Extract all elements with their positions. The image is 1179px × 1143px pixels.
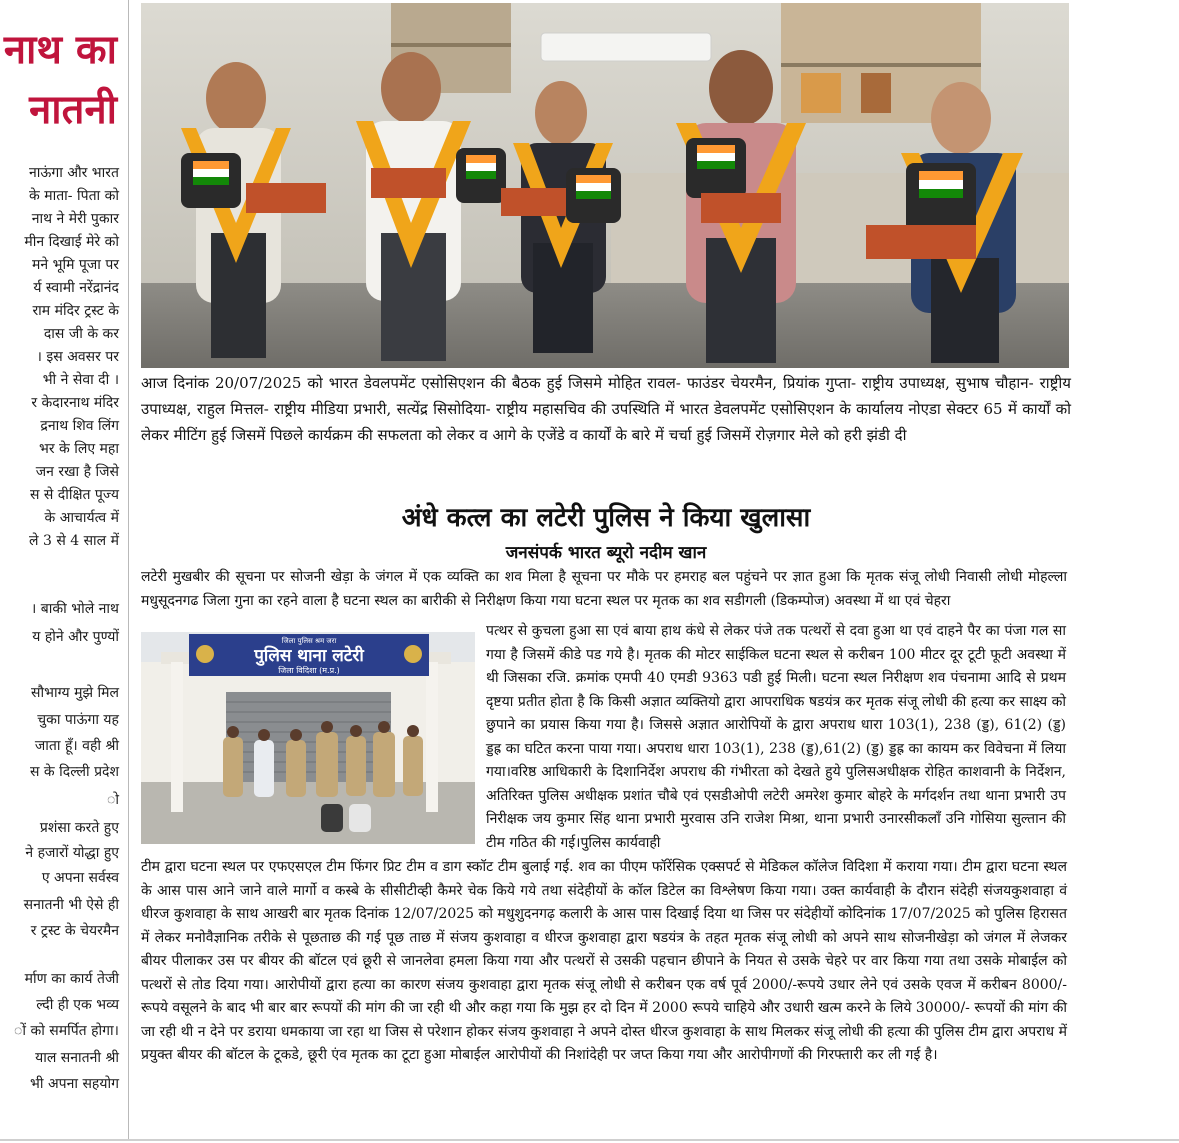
left-column-line: र्य स्वामी नरेंद्रानंद [33,280,119,296]
left-column-line: य होने और पुण्यों [32,629,119,645]
left-column-line: स के दिल्ली प्रदेश [30,764,119,780]
left-column-line: द्रनाथ शिव लिंग [40,418,119,434]
left-column-line: ल्दी ही एक भव्य [36,997,119,1013]
left-column-line: मीन दिखाई मेरे को [24,234,119,250]
left-column-line: । इस अवसर पर [36,349,119,365]
sign-top-text: जिला पुलिस श्रम जरा [281,637,337,645]
page-bottom-rule [0,1139,1179,1141]
left-column-article [0,0,125,1143]
article-paragraph: पत्थर से कुचला हुआ सा एवं बाया हाथ कंधे से लेकर पंजे तक पत्थरों से दवा हुआ था एवं दाहने पैर का पंजा गल सा गया है जिसमें कीडे पड गये है। मृतक की मोटर साईकिल घटना स्थल से करीबन 100 मीटर दूर टूटी फूटी अवस्था में थी जिसका रजि. क्रमांक एमपी 40 एमडी 9363 पडी हुई मिली। घटना स्थल निरीक्षण शव पंचनामा आदि से प्रथम दृष्टया प्रतीत होता है कि किसी अज्ञात व्यक्तियो द्वारा आपराधिक षडयंत्र कर मृतक संजू लोधी की हत्या कर साक्ष्य को छुपाने का प्रयास किया गया है। जिससे अज्ञात आरोपियों के द्वारा अपराध धारा 103(1), 238 (ड्ड), 61(2) (ड्ड) ड्डह्र का घटित करना पाया गया। अपराध धारा 103(1), 238 (ड्ड),61(2) (ड्ड) ड्डह्र का कायम कर विवेचना में लिया गया।वरिष्ठ आधिकारी के दिशानिर्देश अपराध की गंभीरता को देखते हुये पुलिसअधीक्षक रोहित काशवानी के निर्देशन, अतिरिक्त पुलिस अधीक्षक प्रशांत चौबे एवं एसडीओपी लटेरी अमरेश कुमार बोहरे के मर्गदर्शन तथा थाना प्रभारी उप निरीक्षक जय कुमार सिंह थाना प्रभारी मुरवास उनि राजेश मिश्रा, थाना प्रभारी उनारसीकलाँ उनि गोसिया सुल्तान की टीम गठित की गई।पुलिस कार्यवाही [486,623,1066,851]
left-column-line: राम मंदिर ट्रस्ट के [32,303,119,319]
sign-main-text: पुलिस थाना लटेरी [254,646,364,666]
left-column-line: याल सनातनी श्री [35,1050,119,1066]
left-column-line: दास जी के कर [43,326,119,342]
article-headline: अंधे कत्ल का लटेरी पुलिस ने किया खुलासा [401,503,811,533]
column-divider [128,0,129,1140]
left-column-line: ने हजारों योद्धा हुए [25,845,119,861]
left-column-line: जाता हूँ। वही श्री [34,738,119,754]
police-emblem-icon [404,645,422,663]
accused-person [321,804,343,832]
left-column-line: र केदारनाथ मंदिर [31,395,119,411]
left-column-line: भर के लिए महा [39,441,119,457]
left-column-line: ो [107,792,119,808]
left-column-line: जन रखा है जिसे [35,464,119,480]
article-paragraph: टीम द्वारा घटना स्थल पर एफएसएल टीम फिंगर प्रिट टीम व डाग स्कॉट टीम बुलाई गई. शव का पीएम फॉरेंसिक एक्सपर्ट से मेडिकल कॉलेज विदिशा में कराया गया। टीम द्वारा घटना स्थल के आस पास आने जाने वाले मार्गो व कस्बे के सीसीटीव्ही कैमरे चेक किये गये तथा संदेहीयों के कॉल डिटेल का विश्लेषण किया गया। उक्त कार्यवाही के दौरान संदेही संजयकुशवाहा वं धीरज कुशवाहा के साथ आखरी बार मृतक दिनांक 12/07/2025 को मधुशुदनगढ़ कलारी के आस पास दिखाई दिया था जिस पर संदेहीयों कोदिनांक 17/07/2025 को पुलिस हिरासत में लेकर मनोवैज्ञानिक तरीके से पूछताछ की गई पूछ ताछ में संजय कुशवाहा व धीरज कुशवाहा द्वारा षडयंत्र के तहत मृतक संजू लोधी को अपने साथ सोजनीखेड़ा को जंगल में लेजकर बीयर पीलाकर उस पर बीयर की बॉटल एवं छूरी से जानलेवा हमला किया गया और पत्थरों से उसकी पहचान छीपाने के नियत से उसके चेहरे पर वार किया गया तथा उसके मोबाईल को पत्थरों से तोड दिया गया। आरोपीयों द्वारा हत्या का कारण संजय कुशवाहा द्वारा मृतक संजू लोधी से करीबन एक वर्ष पूर्व 2000/-रूपये उधार लेने एवं उसके एवज में करीबन 8000/- रूपये वसूलने के बाद भी बार बार रूपयों की मांग की जा रही थी और कहा गया कि मुझ हर दो दिन में 2000 रूपये चाहिये और उधारी खत्म करने के लिये 30000/- रूपयों की मांग की जा रही थी न देने पर डराया धमकाया जा रहा था जिस से परेशान होकर संजय कुशवाहा ने अपने दोस्त धीरज कुशवाहा के साथ मिलकर संजू लोधी की हत्या की पुलिस टीम द्वारा अपराध में प्रयुक्त बीयर की बॉटल के टूकडे, छूरी एंव मृतक का टूटा हुआ मोबाईल आरोपीयों की निशांदेही पर जप्त किया गया और आरोपीगणों की गिरफ्तारी कर ली गई है। [141,859,1067,1063]
left-heading-line: नाथ का [3,27,117,73]
article-byline: जनसंपर्क भारत ब्यूरो नदीम खान [505,543,707,563]
left-column-line: मने भूमि पूजा पर [32,257,119,273]
left-column-line: ों को समर्पित होगा। [14,1023,119,1039]
sign-sub-text: जिला विदिशा (म.प्र.) [278,666,340,675]
left-column-line: सौभाग्य मुझे मिल [31,685,119,701]
left-column-heading [0,20,117,140]
left-column-line: नाऊंगा और भारत [28,165,119,181]
left-column-line: नाथ ने मेरी पुकार [31,211,119,227]
left-column-line: चुका पाऊंगा यह [37,712,119,728]
left-heading-line: नातनी [29,87,117,133]
left-column-line: । बाकी भोले नाथ [31,601,119,617]
article-paragraph: लटेरी मुखबीर की सूचना पर सोजनी खेड़ा के जंगल में एक व्यक्ति का शव मिला है सूचना पर मौके पर हमराह बल पहुंचने पर ज्ञात हुआ कि मृतक संजू लोधी निवासी लोधी मोहल्ला मधुसूदनगढ जिला गुना का रहने वाला है घटना स्थल का बारीकी से निरीक्षण किया गया घटना स्थल पर मृतक का शव सडीगली (डिकम्पोज) अवस्था में था एवं चेहरा [141,569,1067,609]
left-column-line: ले 3 से 4 साल में [29,533,119,549]
photo-caption: आज दिनांक 20/07/2025 को भारत डेवलपमेंट एसोसिएशन की बैठक हुई जिसमे मोहित रावल- फाउंडर चेयरमैन, प्रियांक गुप्ता- राष्ट्रीय उपाध्यक्ष, सुभाष चौहान- राष्ट्रीय उपाध्यक्ष, राहुल मित्तल- राष्ट्रीय मीडिया प्रभारी, सत्येंद्र सिसोदिया- राष्ट्रीय महासचिव की उपस्थिति में भारत डेवलपमेंट एसोसिएशन के कार्यालय नोएडा सेक्टर 65 में कार्यों को लेकर मीटिंग हुई जिसमें पिछले कार्यक्रम की सफलता को लेकर व आगे के एजेंडे व कार्यों के बारे में चर्चा हुई जिसमें रोज़गार मेले को हरी झंडी दी [141,374,1071,444]
left-column-line: ए अपना सर्वस्व [41,870,119,886]
left-column-line: भी ने सेवा दी । [42,372,119,388]
left-column-line: के माता- पिता को [29,188,119,204]
left-column-line: सनातनी भी ऐसे ही [23,897,119,913]
left-column-line: र्माण का कार्य तेजी [24,971,119,987]
left-column-line: स से दीक्षित पूज्य [29,487,119,503]
left-column-line: र ट्रस्ट के चेयरमैन [30,923,119,939]
left-column-line: के आचार्यत्व में [44,510,119,526]
meeting-photo [141,3,1069,368]
left-column-line: भी अपना सहयोग [30,1076,119,1092]
police-station-photo [141,632,475,844]
left-column-line: प्रशंसा करते हुए [39,820,119,836]
police-emblem-icon [196,645,214,663]
accused-person [349,804,371,832]
